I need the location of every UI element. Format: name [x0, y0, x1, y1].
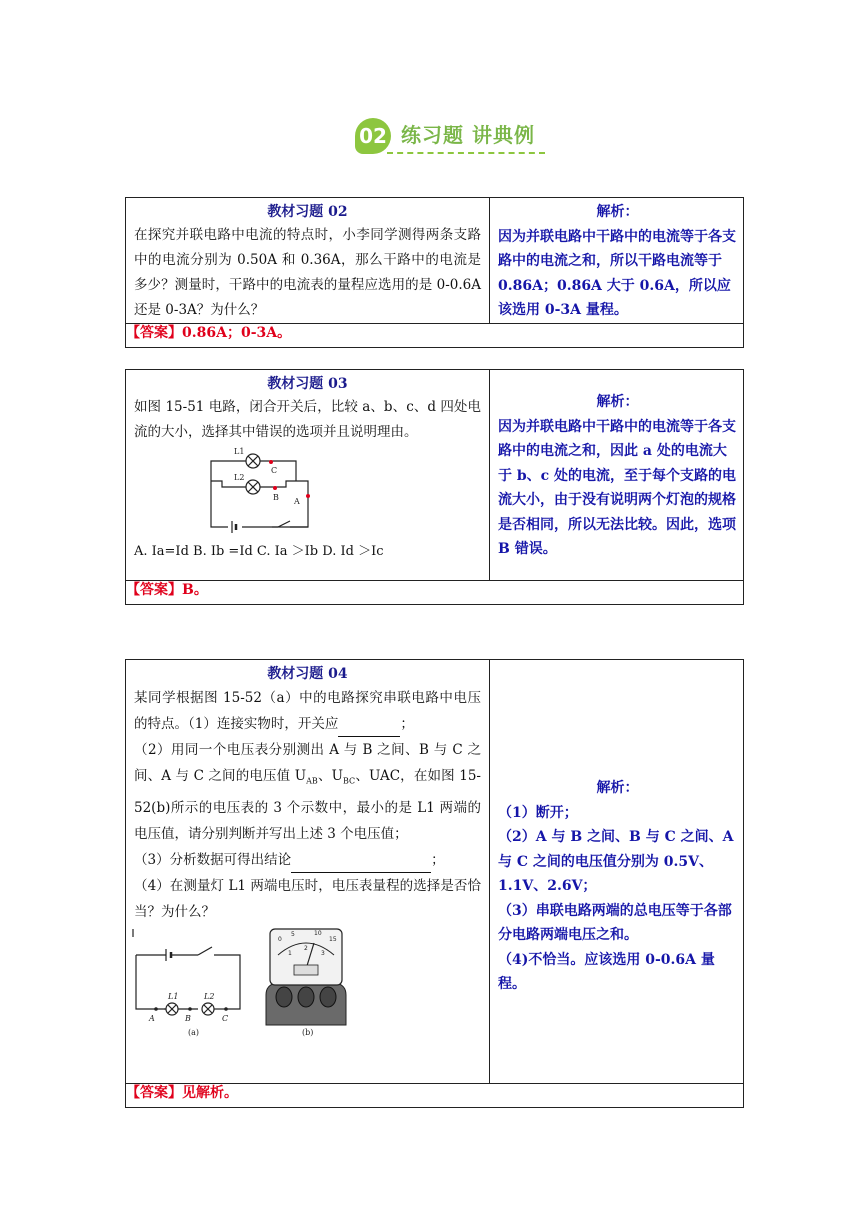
- answer-tag: 【答案】: [126, 582, 182, 598]
- meter-tick: 10: [314, 929, 322, 937]
- label-c: C: [222, 1013, 229, 1023]
- exercise-02-answer: 0.86A；0-3A。: [182, 325, 292, 341]
- exercise-04-analysis-title: 解析：: [596, 780, 639, 796]
- blank-2: [291, 858, 431, 873]
- exercise-04-question-cell: [126, 660, 490, 1084]
- label-a: A: [149, 1013, 155, 1023]
- exercise-04-analysis-item: （3）串联电路两端的总电压等于各部分电路两端电压之和。: [498, 902, 732, 943]
- label-b: B: [273, 493, 279, 502]
- section-number-badge: 02: [355, 118, 391, 154]
- exercise-04-part4: （4）在测量灯 L1 两端电压时，电压表量程的选择是否恰当？为什么？: [134, 877, 481, 920]
- answer-tag: 【答案】: [126, 325, 182, 341]
- header-divider: [387, 152, 545, 154]
- exercise-03-question-cell: [126, 370, 490, 581]
- exercise-04-part3: （3）分析数据可得出结论: [134, 851, 292, 868]
- label-l1: L1: [168, 991, 179, 1001]
- exercise-04-analysis-item: （1）断开；: [498, 804, 578, 821]
- exercise-04-answer: 见解析。: [182, 1085, 238, 1101]
- exercise-03-options: A. Ia=Id B. Ib =Id C. Ia ＞Ib D. Id ＞Ic: [134, 544, 384, 559]
- exercise-02-analysis: 因为并联电路中干路中的电流等于各支路中的电流之和，所以干路电流等于 0.86A；0.86A 大于 0.6A，所以应该选用 0-3A 量程。: [498, 228, 736, 318]
- voltmeter-icon: [266, 929, 346, 1025]
- exercise-04-analysis-cell: [490, 660, 744, 1084]
- meter-inner-tick: 3: [321, 949, 325, 957]
- parallel-circuit-diagram: [126, 445, 489, 539]
- exercise-03-answer: B。: [182, 582, 208, 598]
- series-circuit-figure: [126, 925, 489, 1043]
- exercise-03-title: 教材习题 03: [267, 376, 348, 392]
- section-header: [355, 116, 555, 160]
- punct: ；: [400, 716, 414, 732]
- exercise-02-analysis-cell: [490, 198, 744, 324]
- label-c: C: [271, 466, 278, 475]
- meter-inner-tick: 1: [288, 949, 292, 957]
- exercise-04-part2b: 、U: [317, 768, 344, 784]
- exercise-03-analysis: 因为并联电路中干路中的电流等于各支路中的电流之和，因此 a 处的电流大于 b、c 处的电流，至于每个支路的电流大小，由于没有说明两个灯泡的规格是否相同，所以无法比较。因此，选项 B 错误。: [498, 418, 737, 557]
- exercise-02-question-cell: [126, 198, 490, 324]
- label-l1: L1: [234, 447, 245, 456]
- figure-a-caption: (a): [188, 1027, 200, 1037]
- parallel-circuit-svg: [126, 445, 489, 539]
- subscript-ab: AB: [306, 776, 318, 786]
- label-a: A: [294, 497, 300, 506]
- exercise-03-analysis-cell: [490, 370, 744, 581]
- exercise-03-analysis-title: 解析：: [596, 394, 639, 410]
- exercise-02-text: 在探究并联电路中电流的特点时，小李同学测得两条支路中的电流分别为 0.50A 和 0.36A，那么干路中的电流是多少？测量时，干路中的电流表的量程应选用的是 0-0.6A 还是 0-3A？为什么？: [134, 227, 481, 318]
- exercise-04-part2c: 、UAC，在如图 15-52(b)所示的电压表的 3 个示数中，最小的是 L1 两端的电压值，请分别判断并写出上述 3 个电压值；: [134, 768, 481, 842]
- exercise-04-table: [125, 659, 744, 1108]
- exercise-03-table: [125, 369, 744, 605]
- exercise-03-answer-row: [126, 581, 744, 605]
- exercise-04-analysis-item: （2）A 与 B 之间、B 与 C 之间、A 与 C 之间的电压值分别为 0.5V、1.1V、2.6V；: [498, 829, 734, 894]
- figure-b-caption: (b): [302, 1027, 314, 1037]
- exercise-04-text: [126, 685, 489, 925]
- exercise-03-text: 如图 15-51 电路，闭合开关后，比较 a、b、c、d 四处电流的大小，选择其中错误的选项并且说明理由。: [134, 399, 481, 440]
- label-l2: L2: [234, 473, 245, 482]
- section-title: 练习题 讲典例: [401, 123, 535, 147]
- exercise-02-title: 教材习题 02: [267, 204, 348, 220]
- subscript-bc: BC: [343, 776, 356, 786]
- exercise-04-part2a: （2）用同一个电压表分别测出 A 与 B 之间、B 与 C 之间、A 与 C 之间的电压值 U: [134, 742, 481, 784]
- exercise-02-answer-row: [126, 324, 744, 348]
- exercise-04-analysis-item: （4)不恰当。应该选用 0-0.6A 量程。: [498, 951, 715, 992]
- meter-tick: 5: [291, 930, 295, 938]
- meter-tick: 0: [278, 935, 282, 943]
- series-circuit-svg: [126, 925, 489, 1043]
- blank-1: [338, 722, 400, 737]
- label-b: B: [185, 1013, 191, 1023]
- exercise-04-title: 教材习题 04: [267, 666, 348, 682]
- label-l2: L2: [204, 991, 215, 1001]
- exercise-04-part1: 某同学根据图 15-52（a）中的电路探究串联电路中电压的特点。（1）连接实物时，开关应: [134, 690, 481, 732]
- punct: ；: [431, 851, 445, 868]
- exercise-04-answer-row: [126, 1084, 744, 1108]
- exercise-02-analysis-title: 解析：: [596, 204, 639, 220]
- meter-inner-tick: 2: [304, 944, 308, 952]
- answer-tag: 【答案】: [126, 1085, 182, 1101]
- exercise-02-table: [125, 197, 744, 348]
- meter-tick: 15: [329, 935, 337, 943]
